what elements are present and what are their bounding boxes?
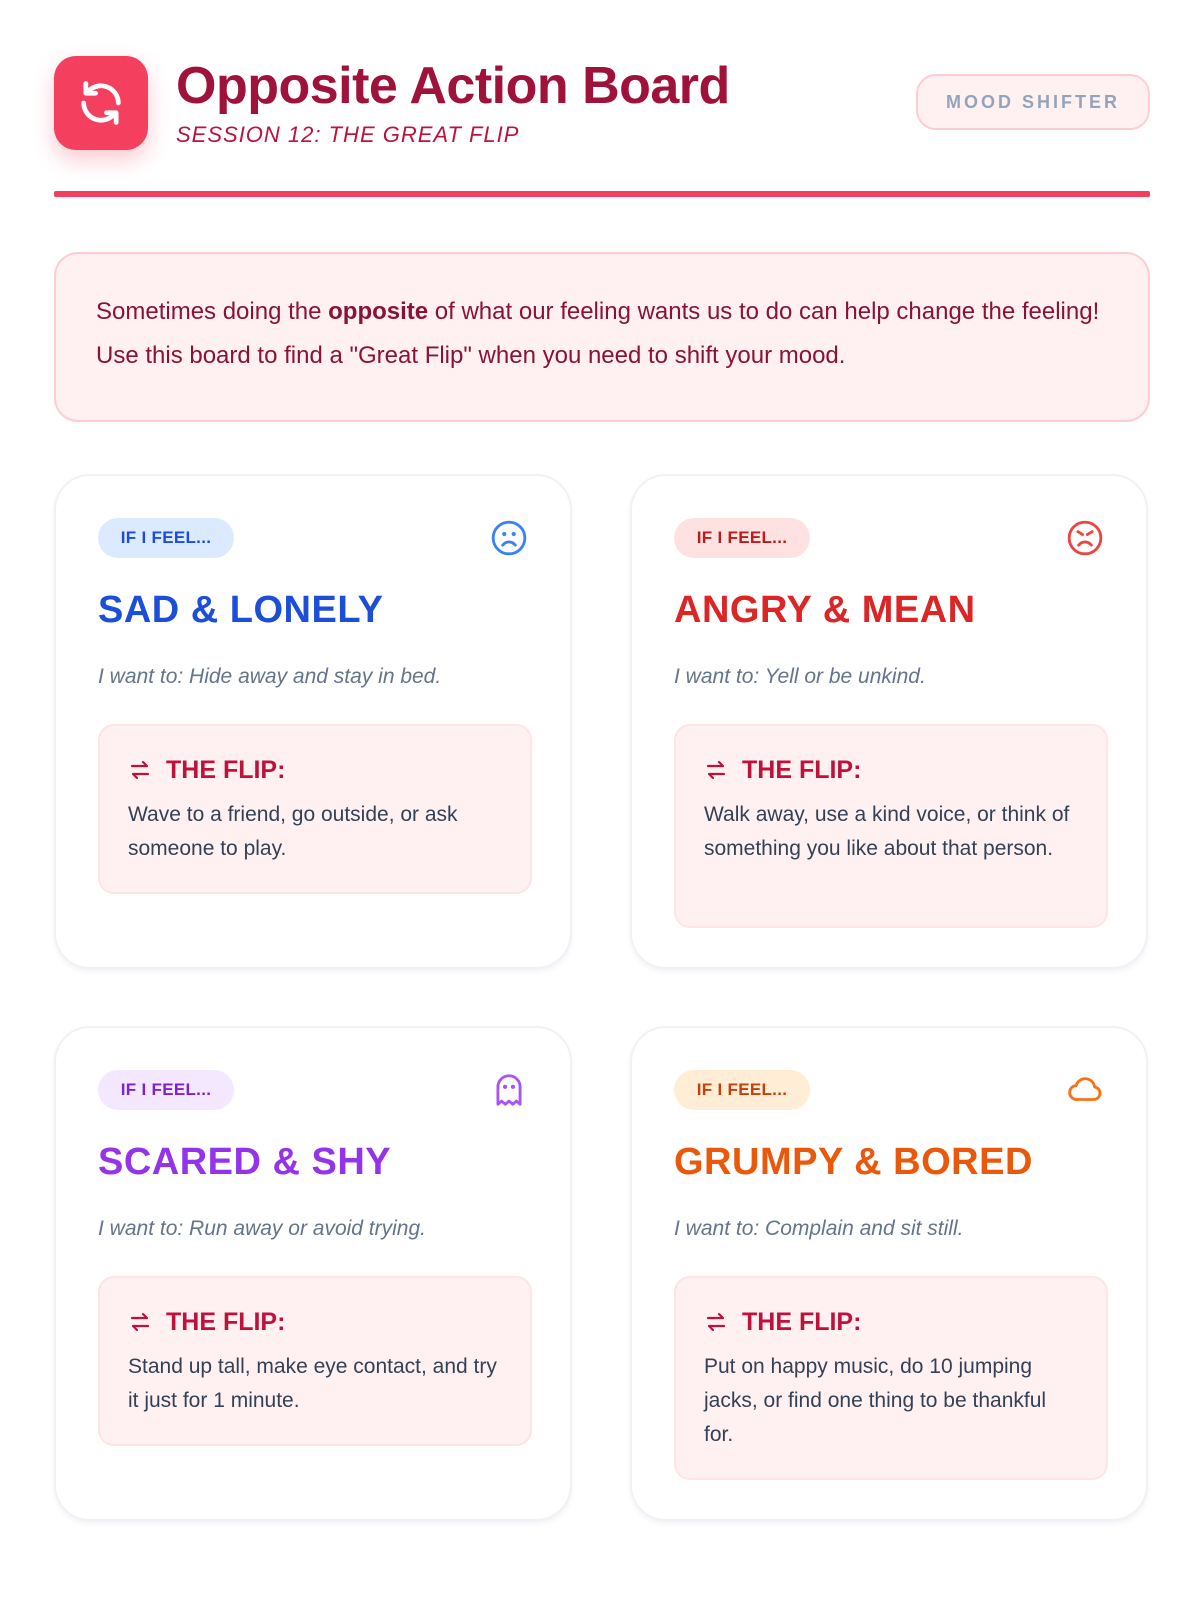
header: [54, 56, 1150, 196]
swap-arrows-icon: [128, 758, 152, 782]
flip-text: Put on happy music, do 10 jumping jacks, or find one thing to be thankful for.: [704, 1355, 1047, 1446]
feeling-card-grumpy: [630, 1026, 1148, 1521]
mood-shifter-badge: MOOD SHIFTER: [916, 74, 1150, 130]
flip-heading: [704, 754, 1078, 786]
intro-box: [54, 252, 1150, 422]
flip-label: THE FLIP:: [742, 1308, 862, 1336]
flip-heading: [704, 1306, 1078, 1338]
cloud-icon: [1066, 1071, 1104, 1109]
flip-label: THE FLIP:: [166, 1308, 286, 1336]
page-subtitle: SESSION 12: THE GREAT FLIP: [176, 122, 520, 147]
intro-text-bold: opposite: [328, 298, 429, 325]
feeling-card-angry: [630, 474, 1148, 969]
flip-heading: [128, 754, 502, 786]
if-i-feel-tag: IF I FEEL...: [674, 518, 810, 558]
flip-text: Stand up tall, make eye contact, and try it just for 1 minute.: [128, 1355, 497, 1412]
flip-box: [674, 724, 1108, 928]
ghost-icon: [490, 1071, 528, 1109]
feeling-title: SAD & LONELY: [98, 589, 384, 631]
angry-face-icon: [1066, 519, 1104, 557]
swap-arrows-icon: [704, 1310, 728, 1334]
flip-text: Wave to a friend, go outside, or ask someone to play.: [128, 803, 458, 860]
flip-box: [98, 724, 532, 894]
feeling-title: ANGRY & MEAN: [674, 589, 976, 631]
feeling-title: GRUMPY & BORED: [674, 1141, 1033, 1183]
flip-box: [98, 1276, 532, 1446]
intro-text: [96, 290, 1108, 378]
want-text: I want to: Hide away and stay in bed.: [98, 665, 442, 688]
intro-text-end: of what our feeling wants us to do can help change the feeling! Use this board to find a "Great Flip" when you need to shift your mood.: [96, 298, 1100, 369]
feeling-card-scared: [54, 1026, 572, 1521]
if-i-feel-tag: IF I FEEL...: [98, 1070, 234, 1110]
want-text: I want to: Yell or be unkind.: [674, 665, 926, 688]
feeling-title: SCARED & SHY: [98, 1141, 392, 1183]
flip-label: THE FLIP:: [742, 756, 862, 784]
flip-label: THE FLIP:: [166, 756, 286, 784]
swap-arrows-icon: [704, 758, 728, 782]
flip-box: [674, 1276, 1108, 1480]
intro-text-start: Sometimes doing the: [96, 298, 329, 325]
refresh-icon: [54, 56, 148, 150]
sad-face-icon: [490, 519, 528, 557]
want-text: I want to: Complain and sit still.: [674, 1217, 964, 1240]
if-i-feel-tag: IF I FEEL...: [674, 1070, 810, 1110]
page-title: Opposite Action Board: [176, 57, 730, 115]
header-divider: [54, 191, 1150, 197]
if-i-feel-tag: IF I FEEL...: [98, 518, 234, 558]
flip-heading: [128, 1306, 502, 1338]
feeling-card-sad: [54, 474, 572, 969]
flip-text: Walk away, use a kind voice, or think of something you like about that person.: [704, 803, 1070, 860]
want-text: I want to: Run away or avoid trying.: [98, 1217, 426, 1240]
swap-arrows-icon: [128, 1310, 152, 1334]
